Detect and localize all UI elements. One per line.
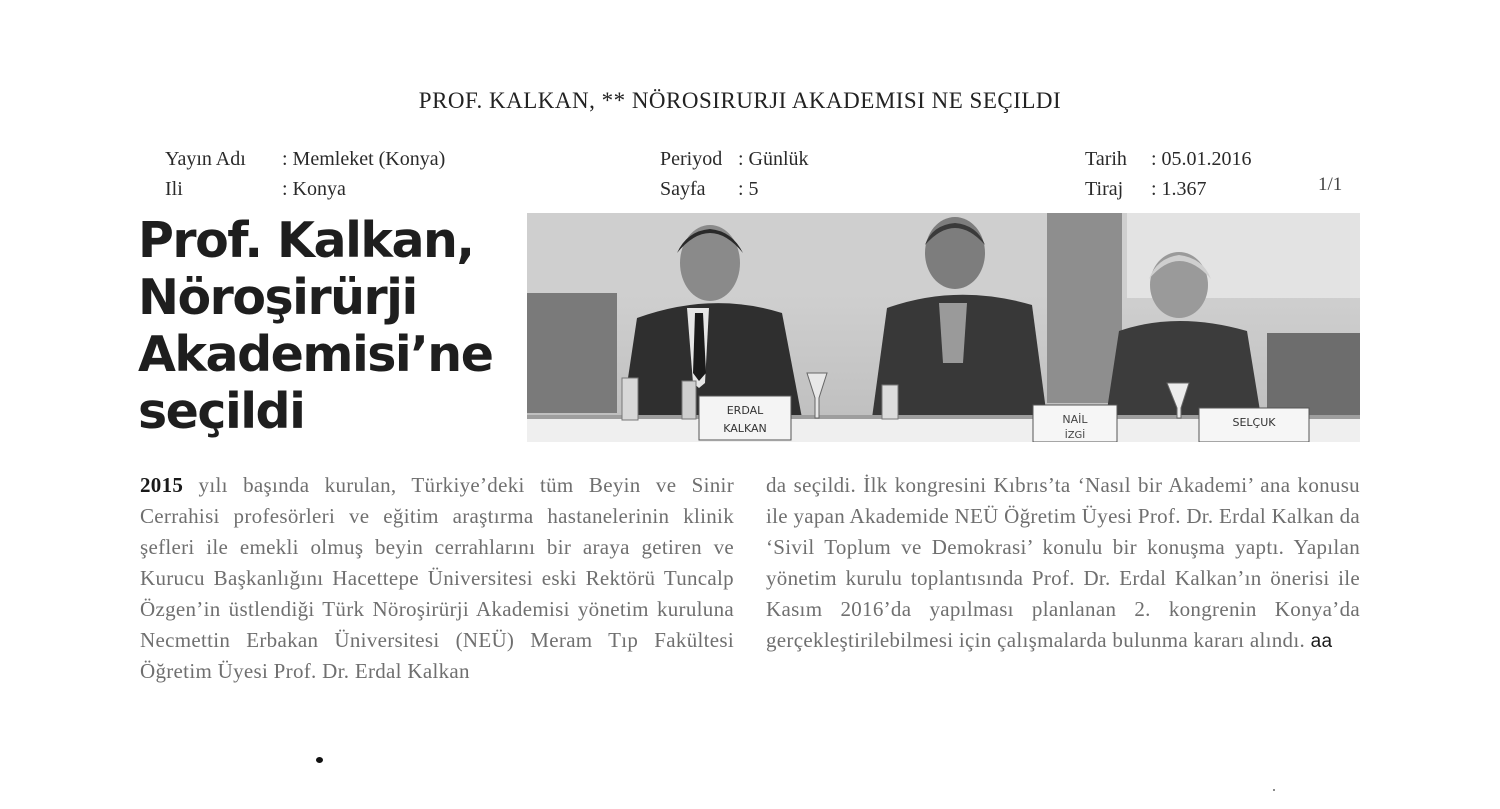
article-column-1 <box>140 470 734 687</box>
page-label: Sayfa <box>660 178 706 200</box>
svg-text:İZGİ: İZGİ <box>1064 430 1086 441</box>
svg-text:KALKAN: KALKAN <box>723 422 767 435</box>
page-count: 1/1 <box>1318 174 1343 195</box>
article-column-1-text: yılı başında kurulan, Türkiye’deki tüm Beyin ve Sinir Cerrahisi profesörleri ve eğitim araştırma hastanelerinin klinik şefleri ile emekli olmuş beyin cerrahlarını bir araya getiren ve Kurucu Başkanlığını Hacettepe Üniversitesi eski Rektörü Tuncalp Özgen’in üstlendiği Türk Nöroşirürji Akademisi yönetim kuruluna Necmettin Erbakan Üniversitesi (NEÜ) Meram Tıp Fakültesi Öğretim Üyesi Prof. Dr. Erdal Kalkan <box>140 473 734 683</box>
province-value: : Konya <box>282 178 346 200</box>
date-value: : 05.01.2016 <box>1151 148 1252 170</box>
article-column-2 <box>766 470 1360 657</box>
article-signature: aa <box>1310 631 1333 652</box>
article-column-2-text: da seçildi. İlk kongresini Kıbrıs’ta ‘Nasıl bir Akademi’ ana konusu ile yapan Akademide NEÜ Öğretim Üyesi Prof. Dr. Erdal Kalkan da ‘Sivil Toplum ve Demokrasi’ konulu bir konuşma yaptı. Yapılan yönetim kurulu toplantısında Prof. Dr. Erdal Kalkan’ın önerisi ile Kasım 2016’da yapılması planlanan 2. kongrenin Konya’da gerçekleştirilebilmesi için çalışmalarda bulunma kararı alındı. <box>766 473 1360 652</box>
headline-line-1: Prof. Kalkan, <box>138 212 474 269</box>
period-label: Periyod <box>660 148 723 170</box>
headline-line-4: seçildi <box>138 383 305 440</box>
placard-selcuk: SELÇUK <box>1232 416 1276 429</box>
page-value: : 5 <box>738 178 759 200</box>
panel-photo-illustration <box>527 213 1360 442</box>
period-value: : Günlük <box>738 148 809 170</box>
headline-line-2: Nöroşirürji <box>138 269 417 326</box>
placard-erdal-kalkan: ERDAL <box>726 404 764 417</box>
publication-name-label: Yayın Adı <box>165 148 246 170</box>
meta-publication-block <box>165 144 445 204</box>
publication-name-value: : Memleket (Konya) <box>282 148 446 170</box>
placard-nail-izgi: NAİL <box>1062 413 1088 426</box>
province-label: Ili <box>165 178 183 200</box>
headline-line-3: Akademisi’ne <box>138 326 493 383</box>
meta-date-block <box>1085 144 1252 204</box>
date-label: Tarih <box>1085 148 1127 170</box>
article-photo <box>527 213 1360 442</box>
meta-period-block <box>660 144 809 204</box>
circulation-label: Tiraj <box>1085 178 1124 200</box>
circulation-value: : 1.367 <box>1151 178 1207 200</box>
article-headline <box>138 212 523 440</box>
scan-speck <box>316 757 323 763</box>
article-lead-year: 2015 <box>140 473 184 497</box>
clipping-title: PROF. KALKAN, ** NÖROSIRURJI AKADEMISI NE SEÇILDI <box>418 88 1062 113</box>
scan-speck-small <box>1273 789 1275 791</box>
